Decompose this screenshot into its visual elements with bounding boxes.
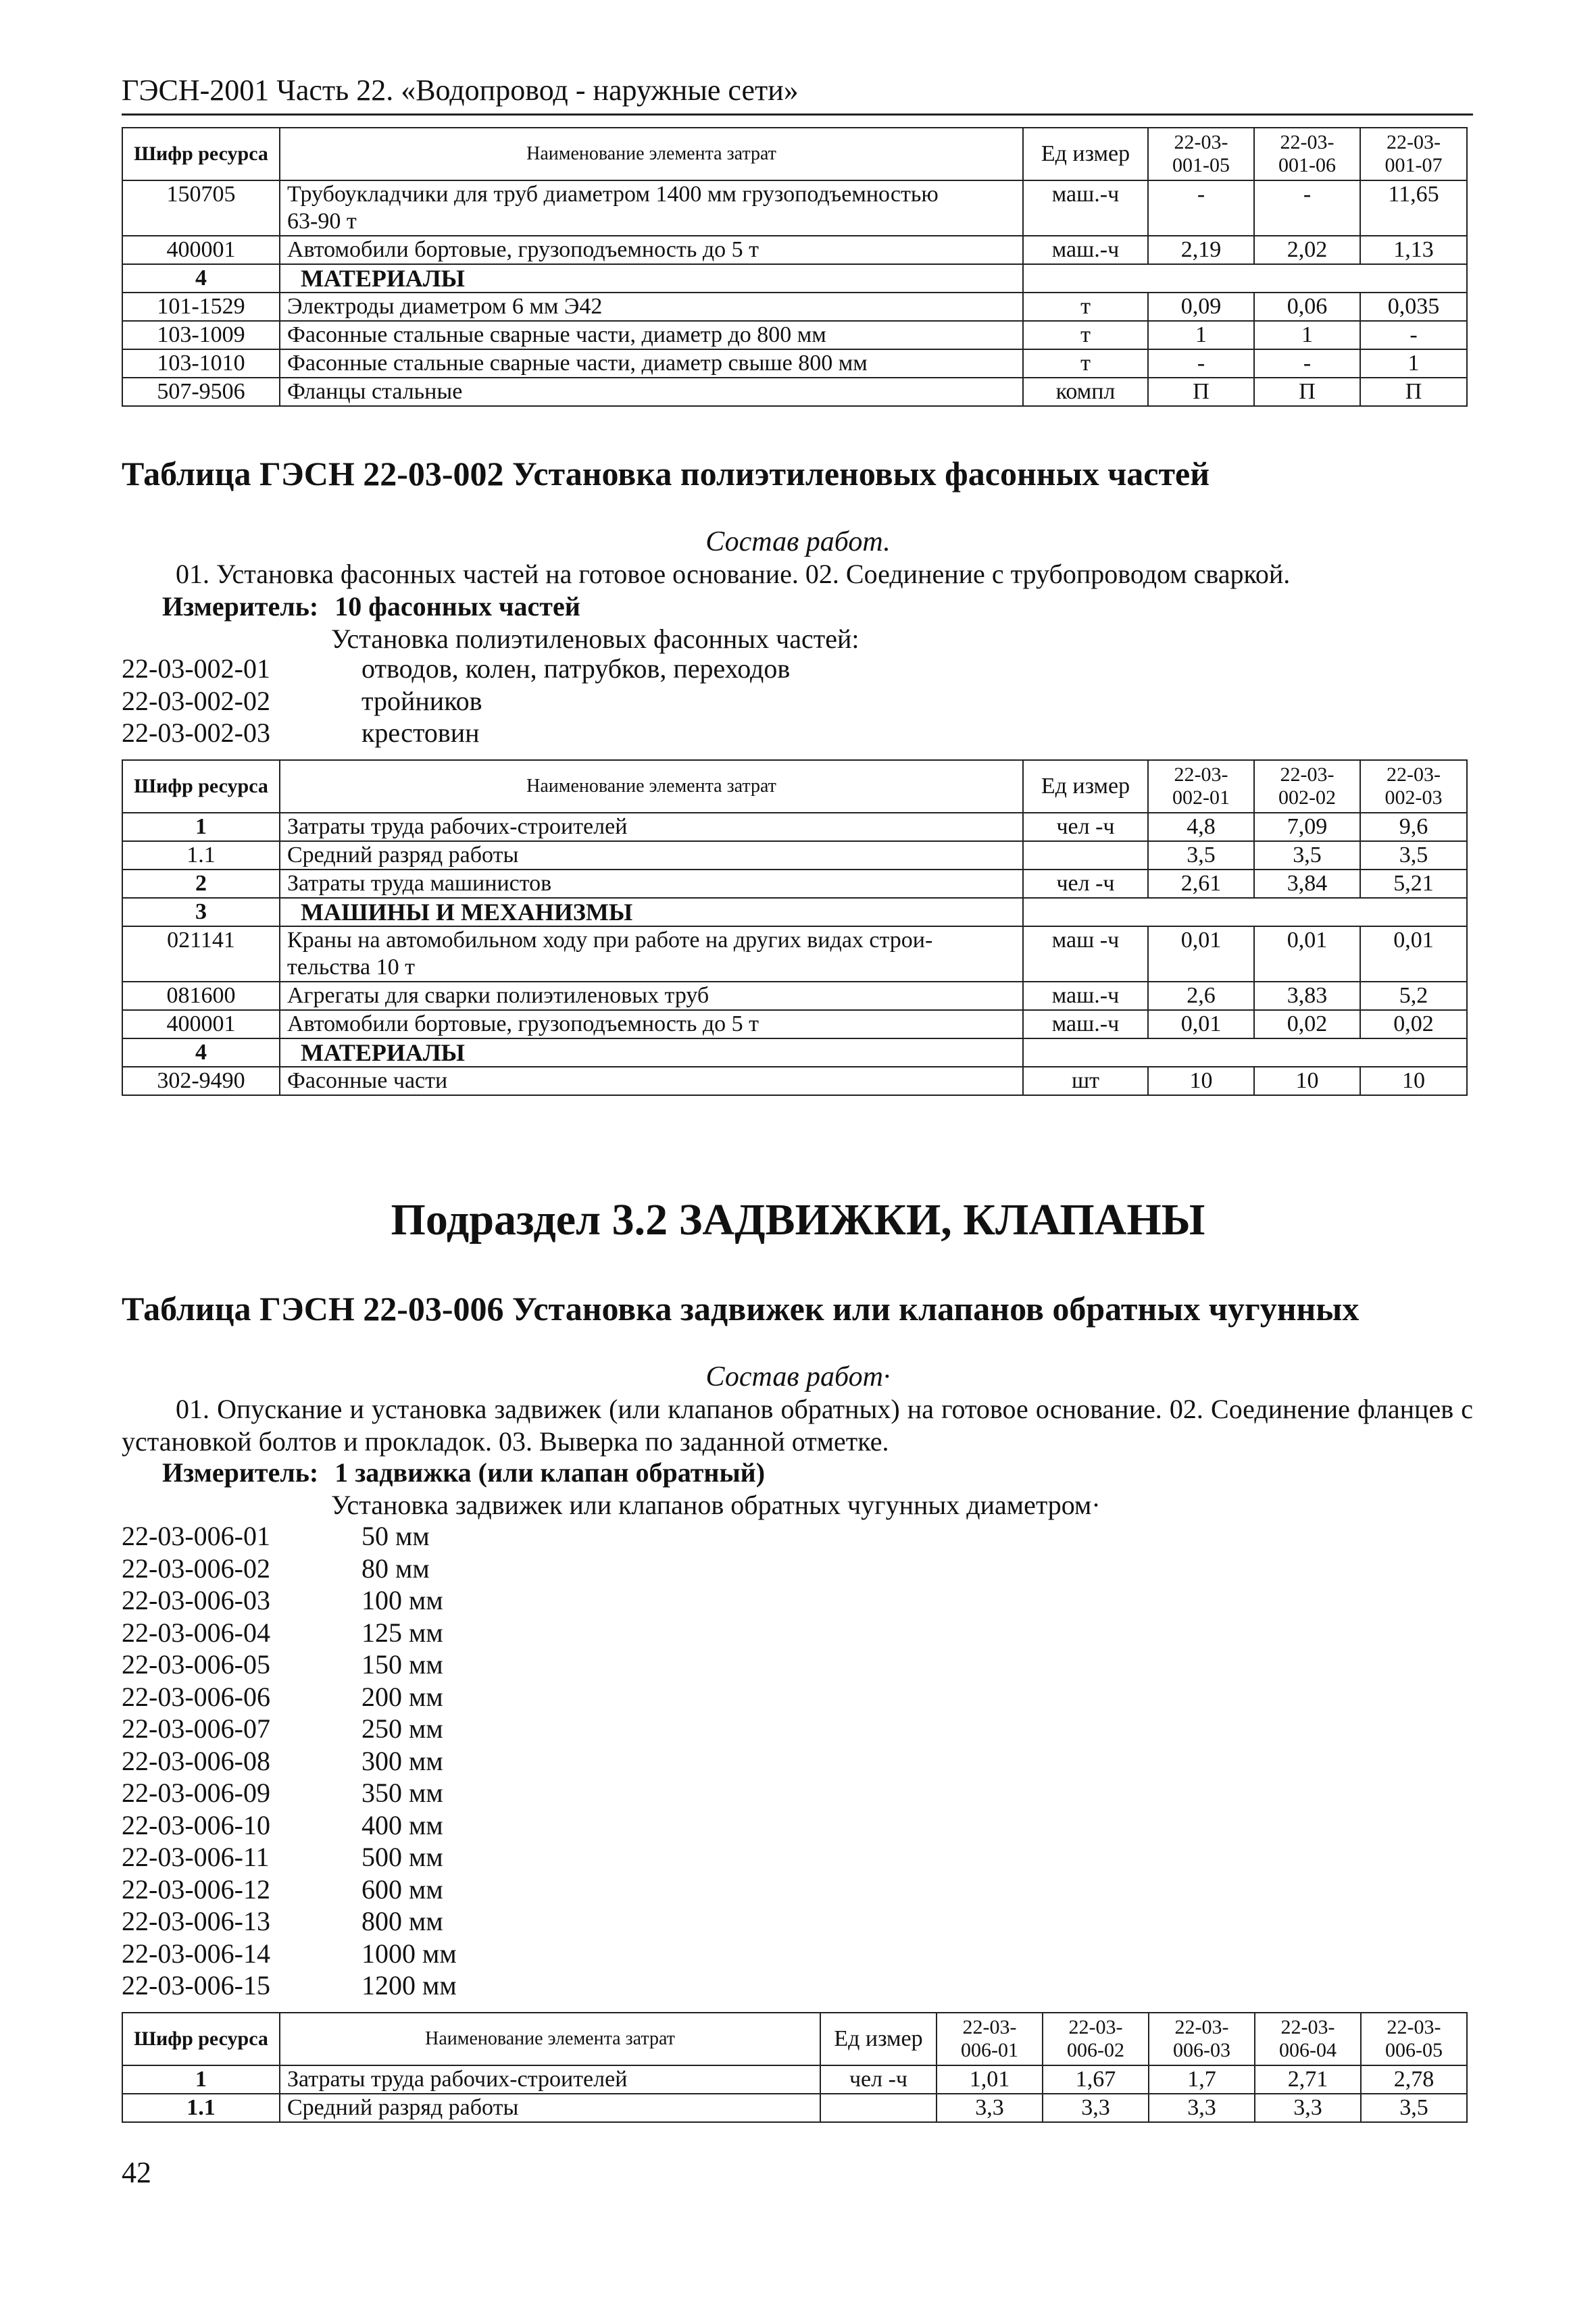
- table-row: [122, 264, 1467, 293]
- norm-code-part: 006-01: [961, 2039, 1018, 2061]
- norm-code-part: 001-05: [1172, 154, 1230, 176]
- norm-value: 3,5: [1148, 841, 1254, 870]
- unit-of-measure: маш.-ч: [1023, 982, 1148, 1010]
- resource-code: 4: [122, 264, 280, 293]
- unit-of-measure: чел -ч: [820, 2065, 937, 2094]
- column-header-norm: [1148, 760, 1254, 813]
- cost-element-name: [280, 2065, 820, 2094]
- column-header-code: Шифр ресурса: [122, 760, 280, 813]
- norm-code-part: 006-05: [1385, 2039, 1443, 2061]
- cost-element-name: [280, 236, 1023, 264]
- resource-code: 103-1009: [122, 321, 280, 349]
- norm-value: 10: [1254, 1067, 1360, 1095]
- cost-element-name: [280, 321, 1023, 349]
- name-line: Фасонные части: [287, 1068, 448, 1093]
- name-line: Фасонные стальные сварные части, диаметр свыше 800 мм: [287, 351, 868, 376]
- norm-code-part: 006-04: [1279, 2039, 1337, 2061]
- column-header-name: Наименование элемента затрат: [280, 128, 1023, 180]
- resource-table-22-03-002: [122, 759, 1468, 1096]
- norm-value: 3,84: [1254, 870, 1360, 898]
- list-item: [122, 685, 790, 718]
- name-line: Автомобили бортовые, грузоподъемность до 5 т: [287, 1011, 759, 1036]
- norm-code: 22-03-002-01: [122, 653, 270, 684]
- norm-code-part: 22-03-: [1387, 131, 1441, 153]
- cost-element-name: [280, 349, 1023, 378]
- norm-description: 125 мм: [361, 1617, 443, 1648]
- section-label: МАШИНЫ И МЕХАНИЗМЫ: [280, 898, 1023, 926]
- norm-code: 22-03-006-07: [122, 1713, 270, 1744]
- cost-element-name: [280, 982, 1023, 1010]
- norm-code-part: 001-06: [1278, 154, 1336, 176]
- norm-value: П: [1254, 378, 1360, 406]
- resource-code: 150705: [122, 180, 280, 236]
- norm-code-part: 001-07: [1385, 154, 1443, 176]
- list-item: [122, 1809, 457, 1842]
- list-item: [122, 717, 790, 749]
- norm-value: 11,65: [1360, 180, 1467, 236]
- list-item: [122, 1681, 457, 1713]
- norm-value: 0,01: [1254, 926, 1360, 982]
- name-line: Затраты труда рабочих-строителей: [287, 2067, 628, 2092]
- empty-cell: [1023, 264, 1467, 293]
- table-row: [122, 378, 1467, 406]
- name-line: Агрегаты для сварки полиэтиленовых труб: [287, 983, 709, 1008]
- norm-value: 3,5: [1361, 2094, 1467, 2122]
- norm-value: 1,13: [1360, 236, 1467, 264]
- column-header-unit: Ед измер: [820, 2013, 937, 2065]
- norm-value: 4,8: [1148, 813, 1254, 841]
- norm-value: 0,035: [1360, 293, 1467, 321]
- list-item: [122, 1938, 457, 1970]
- norm-value: 1,7: [1149, 2065, 1255, 2094]
- norm-code: 22-03-006-06: [122, 1681, 270, 1712]
- section-label: МАТЕРИАЛЫ: [280, 1038, 1023, 1067]
- unit-of-measure: т: [1023, 349, 1148, 378]
- list-item: [122, 1520, 457, 1553]
- norm-value: 1: [1254, 321, 1360, 349]
- norm-code: 22-03-006-02: [122, 1553, 270, 1584]
- unit-of-measure: [1023, 841, 1148, 870]
- norm-description: 100 мм: [361, 1585, 443, 1615]
- norm-value: 1,67: [1043, 2065, 1149, 2094]
- list-item: [122, 1777, 457, 1809]
- cost-element-name: [280, 293, 1023, 321]
- unit-of-measure: маш.-ч: [1023, 1010, 1148, 1038]
- measure-value: 1 задвижка (или клапан обратный): [334, 1457, 766, 1488]
- norm-value: 1,01: [937, 2065, 1043, 2094]
- resource-code: 507-9506: [122, 378, 280, 406]
- norm-description: 250 мм: [361, 1713, 443, 1744]
- norm-value: -: [1148, 180, 1254, 236]
- norm-value: 9,6: [1360, 813, 1467, 841]
- norm-code-part: 006-03: [1173, 2039, 1230, 2061]
- list-item: [122, 1617, 457, 1649]
- norm-value: 3,5: [1360, 841, 1467, 870]
- table-row: [122, 1010, 1467, 1038]
- norm-description: 80 мм: [361, 1553, 430, 1584]
- norm-value: 0,01: [1148, 1010, 1254, 1038]
- norm-value: 0,02: [1360, 1010, 1467, 1038]
- column-header-norm: [1043, 2013, 1149, 2065]
- norm-code-part: 002-02: [1278, 786, 1336, 809]
- resource-code: 2: [122, 870, 280, 898]
- name-line: Затраты труда машинистов: [287, 871, 552, 896]
- norm-value: 3,3: [1255, 2094, 1361, 2122]
- column-header-unit: Ед измер: [1023, 128, 1148, 180]
- table-row: [122, 2065, 1467, 2094]
- empty-cell: [1023, 898, 1467, 926]
- header-rule: [122, 114, 1473, 116]
- list-item: [122, 1841, 457, 1873]
- table-row: [122, 236, 1467, 264]
- norm-description: 350 мм: [361, 1778, 443, 1808]
- norm-code: 22-03-006-05: [122, 1649, 270, 1680]
- norm-code-part: 22-03-: [1387, 2016, 1441, 2038]
- norm-value: 2,19: [1148, 236, 1254, 264]
- norm-code-list: [122, 1520, 457, 2002]
- table-row: [122, 321, 1467, 349]
- name-line: Фасонные стальные сварные части, диаметр до 800 мм: [287, 322, 826, 347]
- work-composition-text: 01. Установка фасонных частей на готовое основание. 02. Соединение с трубопроводом сваркой.: [176, 559, 1291, 589]
- column-header-code: Шифр ресурса: [122, 2013, 280, 2065]
- name-line: Затраты труда рабочих-строителей: [287, 814, 628, 839]
- norm-description: 200 мм: [361, 1681, 443, 1712]
- resource-code: 400001: [122, 236, 280, 264]
- norm-description: 300 мм: [361, 1745, 443, 1776]
- table-row: [122, 841, 1467, 870]
- resource-code: 1.1: [122, 2094, 280, 2122]
- list-item: [122, 1649, 457, 1681]
- norm-value: 1: [1148, 321, 1254, 349]
- work-composition-heading: Состав работ·: [705, 1361, 891, 1392]
- name-line: Трубоукладчики для труб диаметром 1400 мм грузоподъемностью: [287, 182, 939, 207]
- column-header-code: Шифр ресурса: [122, 128, 280, 180]
- norm-code: 22-03-006-01: [122, 1521, 270, 1551]
- list-item: [122, 653, 790, 685]
- table-row: [122, 180, 1467, 236]
- name-line: Фланцы стальные: [287, 379, 463, 404]
- norm-value: -: [1148, 349, 1254, 378]
- norm-code-part: 006-02: [1067, 2039, 1124, 2061]
- table-row: [122, 926, 1467, 982]
- resource-table-22-03-006: [122, 2012, 1468, 2123]
- norm-value: 3,83: [1254, 982, 1360, 1010]
- table-row: [122, 870, 1467, 898]
- table-row: [122, 982, 1467, 1010]
- norm-value: 2,78: [1361, 2065, 1467, 2094]
- norm-value: -: [1254, 180, 1360, 236]
- column-header-norm: [1255, 2013, 1361, 2065]
- resource-code: 1: [122, 813, 280, 841]
- norm-code: 22-03-006-04: [122, 1617, 270, 1648]
- norm-value: 2,6: [1148, 982, 1254, 1010]
- norm-code-part: 002-03: [1385, 786, 1443, 809]
- unit-of-measure: чел -ч: [1023, 813, 1148, 841]
- resource-code: 1: [122, 2065, 280, 2094]
- norm-value: 0,01: [1360, 926, 1467, 982]
- norm-code-part: 22-03-: [1174, 763, 1228, 786]
- norm-value: 7,09: [1254, 813, 1360, 841]
- column-header-norm: [937, 2013, 1043, 2065]
- list-item: [122, 1873, 457, 1906]
- norm-value: 1: [1360, 349, 1467, 378]
- norm-value: 5,21: [1360, 870, 1467, 898]
- norm-code-part: 22-03-: [962, 2016, 1017, 2038]
- name-line: Средний разряд работы: [287, 2095, 519, 2120]
- norm-code: 22-03-006-03: [122, 1585, 270, 1615]
- empty-cell: [1023, 1038, 1467, 1067]
- column-header-norm: [1254, 128, 1360, 180]
- table-row: [122, 898, 1467, 926]
- table-title-22-03-006: Таблица ГЭСН 22-03-006 Установка задвижек или клапанов обратных чугунных: [122, 1290, 1360, 1328]
- work-composition-text: 01. Опускание и установка задвижек (или клапанов обратных) на готовое основание. 02. Соединение фланцев с установкой болтов и прокладок. 03. Выверка по заданной отметке.: [122, 1394, 1473, 1457]
- table-row: [122, 2094, 1467, 2122]
- norm-code-part: 22-03-: [1280, 131, 1335, 153]
- table-row: [122, 349, 1467, 378]
- norm-value: П: [1148, 378, 1254, 406]
- list-item: [122, 1969, 457, 2002]
- norm-code-part: 22-03-: [1280, 2016, 1335, 2038]
- norm-code: 22-03-006-11: [122, 1842, 270, 1872]
- norm-description: 600 мм: [361, 1873, 443, 1905]
- measure-unit: [162, 1457, 765, 1488]
- norm-description: 1000 мм: [361, 1938, 457, 1969]
- norm-description: тройников: [361, 685, 482, 716]
- resource-code: 021141: [122, 926, 280, 982]
- list-item: [122, 1584, 457, 1617]
- norm-value: 0,01: [1148, 926, 1254, 982]
- norm-code-part: 22-03-: [1068, 2016, 1123, 2038]
- column-header-name: Наименование элемента затрат: [280, 760, 1023, 813]
- column-header-norm: [1254, 760, 1360, 813]
- unit-of-measure: маш -ч: [1023, 926, 1148, 982]
- norm-list-intro: Установка полиэтиленовых фасонных частей:: [331, 624, 859, 654]
- unit-of-measure: шт: [1023, 1067, 1148, 1095]
- resource-code: 302-9490: [122, 1067, 280, 1095]
- unit-of-measure: маш.-ч: [1023, 236, 1148, 264]
- norm-value: 3,3: [937, 2094, 1043, 2122]
- list-item: [122, 1713, 457, 1745]
- norm-code: 22-03-006-13: [122, 1906, 270, 1936]
- list-item: [122, 1553, 457, 1585]
- list-item: [122, 1745, 457, 1778]
- column-header-norm: [1360, 128, 1467, 180]
- resource-code: 3: [122, 898, 280, 926]
- unit-of-measure: [820, 2094, 937, 2122]
- cost-element-name: [280, 1067, 1023, 1095]
- norm-description: 50 мм: [361, 1521, 430, 1551]
- name-line: 63-90 т: [287, 209, 357, 234]
- measure-label: Измеритель:: [162, 1457, 319, 1488]
- running-header: ГЭСН-2001 Часть 22. «Водопровод - наружные сети»: [122, 74, 799, 107]
- norm-code-list: [122, 653, 790, 749]
- norm-description: 500 мм: [361, 1842, 443, 1872]
- resource-table-22-03-001: [122, 127, 1468, 407]
- norm-description: 150 мм: [361, 1649, 443, 1680]
- norm-value: 5,2: [1360, 982, 1467, 1010]
- unit-of-measure: маш.-ч: [1023, 180, 1148, 236]
- column-header-unit: Ед измер: [1023, 760, 1148, 813]
- resource-code: 1.1: [122, 841, 280, 870]
- norm-code: 22-03-006-08: [122, 1745, 270, 1776]
- norm-value: 3,5: [1254, 841, 1360, 870]
- resource-code: 4: [122, 1038, 280, 1067]
- norm-code: 22-03-006-09: [122, 1778, 270, 1808]
- norm-code: 22-03-006-15: [122, 1970, 270, 2001]
- norm-code: 22-03-006-12: [122, 1873, 270, 1905]
- norm-code-part: 22-03-: [1174, 131, 1228, 153]
- cost-element-name: [280, 813, 1023, 841]
- norm-value: 3,3: [1043, 2094, 1149, 2122]
- resource-code: 103-1010: [122, 349, 280, 378]
- column-header-norm: [1149, 2013, 1255, 2065]
- cost-element-name: [280, 2094, 820, 2122]
- norm-description: 400 мм: [361, 1809, 443, 1840]
- column-header-norm: [1148, 128, 1254, 180]
- norm-description: крестовин: [361, 718, 480, 748]
- column-header-name: Наименование элемента затрат: [280, 2013, 820, 2065]
- norm-code: 22-03-002-03: [122, 718, 270, 748]
- name-line: Автомобили бортовые, грузоподъемность до 5 т: [287, 237, 759, 262]
- name-line: Краны на автомобильном ходу при работе на других видах строи-: [287, 928, 933, 953]
- norm-value: 0,06: [1254, 293, 1360, 321]
- norm-value: 2,61: [1148, 870, 1254, 898]
- cost-element-name: [280, 180, 1023, 236]
- table-row: [122, 1038, 1467, 1067]
- name-line: Средний разряд работы: [287, 842, 519, 867]
- norm-value: 2,02: [1254, 236, 1360, 264]
- name-line: Электроды диаметром 6 мм Э42: [287, 294, 603, 319]
- norm-description: 800 мм: [361, 1906, 443, 1936]
- unit-of-measure: чел -ч: [1023, 870, 1148, 898]
- norm-description: отводов, колен, патрубков, переходов: [361, 653, 791, 684]
- norm-value: 10: [1360, 1067, 1467, 1095]
- subsection-heading: Подраздел 3.2 ЗАДВИЖКИ, КЛАПАНЫ: [391, 1195, 1205, 1244]
- table-row: [122, 1067, 1467, 1095]
- unit-of-measure: т: [1023, 293, 1148, 321]
- norm-value: 0,09: [1148, 293, 1254, 321]
- column-header-norm: [1360, 760, 1467, 813]
- cost-element-name: [280, 926, 1023, 982]
- list-item: [122, 1905, 457, 1938]
- table-title-22-03-002: Таблица ГЭСН 22-03-002 Установка полиэтиленовых фасонных частей: [122, 455, 1210, 493]
- unit-of-measure: т: [1023, 321, 1148, 349]
- norm-value: 3,3: [1149, 2094, 1255, 2122]
- column-header-norm: [1361, 2013, 1467, 2065]
- resource-code: 081600: [122, 982, 280, 1010]
- measure-value: 10 фасонных частей: [334, 591, 580, 622]
- table-row: [122, 813, 1467, 841]
- norm-value: -: [1360, 321, 1467, 349]
- norm-code: 22-03-002-02: [122, 685, 270, 716]
- measure-label: Измеритель:: [162, 591, 319, 622]
- page-number: 42: [122, 2156, 151, 2189]
- norm-code-part: 22-03-: [1387, 763, 1441, 786]
- norm-code: 22-03-006-10: [122, 1809, 270, 1840]
- unit-of-measure: компл: [1023, 378, 1148, 406]
- work-composition-heading: Состав работ.: [705, 526, 891, 557]
- cost-element-name: [280, 378, 1023, 406]
- cost-element-name: [280, 841, 1023, 870]
- name-line: тельства 10 т: [287, 955, 415, 980]
- norm-value: 2,71: [1255, 2065, 1361, 2094]
- norm-description: 1200 мм: [361, 1970, 457, 2001]
- cost-element-name: [280, 1010, 1023, 1038]
- norm-value: 10: [1148, 1067, 1254, 1095]
- norm-code-part: 22-03-: [1280, 763, 1335, 786]
- measure-unit: [162, 590, 580, 622]
- norm-list-intro: Установка задвижек или клапанов обратных чугунных диаметром·: [331, 1490, 1101, 1520]
- resource-code: 101-1529: [122, 293, 280, 321]
- norm-value: П: [1360, 378, 1467, 406]
- norm-code-part: 22-03-: [1174, 2016, 1229, 2038]
- norm-value: -: [1254, 349, 1360, 378]
- section-label: МАТЕРИАЛЫ: [280, 264, 1023, 293]
- norm-code-part: 002-01: [1172, 786, 1230, 809]
- cost-element-name: [280, 870, 1023, 898]
- table-row: [122, 293, 1467, 321]
- norm-code: 22-03-006-14: [122, 1938, 270, 1969]
- norm-value: 0,02: [1254, 1010, 1360, 1038]
- resource-code: 400001: [122, 1010, 280, 1038]
